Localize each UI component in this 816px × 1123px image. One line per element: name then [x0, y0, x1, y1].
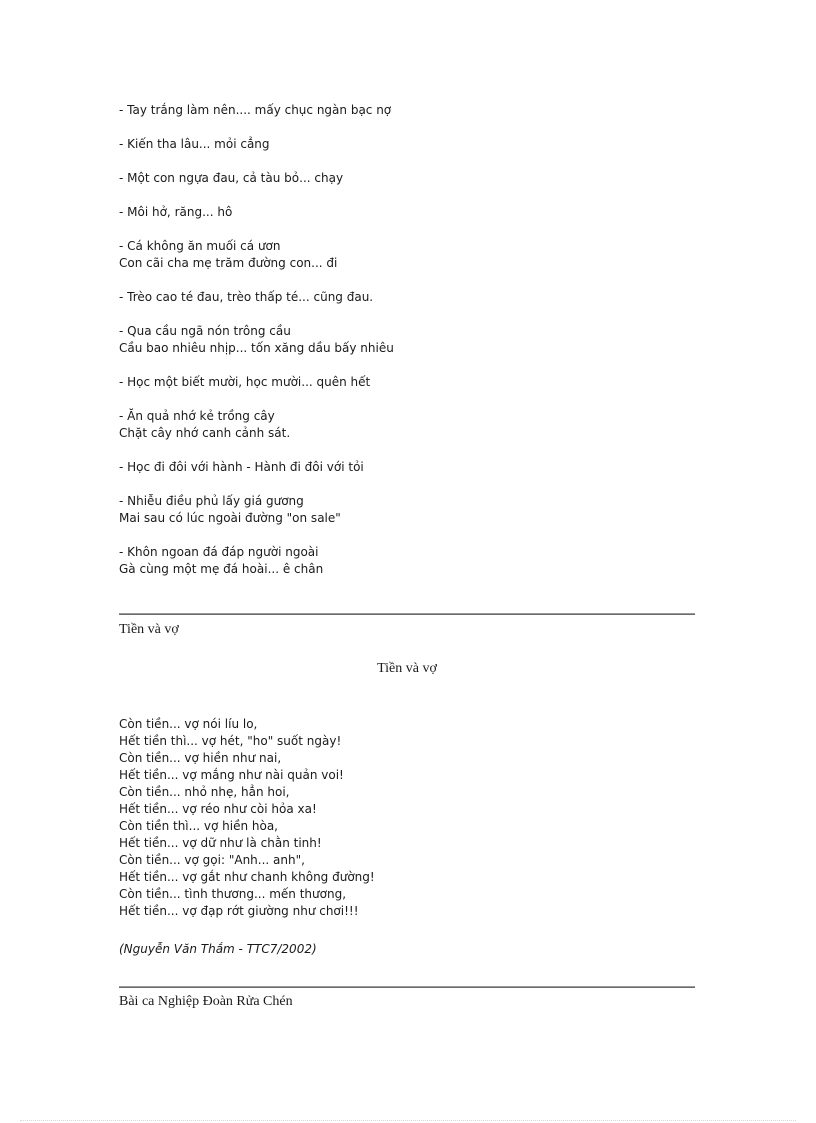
poem-line: Còn tiền... vợ gọi: "Anh... anh", — [119, 853, 305, 867]
poem — [119, 716, 679, 920]
proverb-line: Cầu bao nhiêu nhịp... tốn xăng dầu bấy nhiêu — [119, 341, 394, 355]
poem-title: Tiền và vợ — [377, 661, 437, 676]
proverb-line: Con cãi cha mẹ trăm đường con... đi — [119, 256, 338, 270]
horizontal-rule — [119, 986, 695, 988]
proverb-line: - Môi hở, răng... hô — [119, 205, 233, 219]
proverb-line: - Trèo cao té đau, trèo thấp té... cũng đau. — [119, 290, 374, 304]
proverb-line: - Qua cầu ngã nón trông cầu — [119, 324, 291, 338]
proverb-line: - Nhiễu điều phủ lấy giá gương — [119, 494, 304, 508]
poem-credit: (Nguyễn Văn Thắm - TTC7/2002) — [119, 942, 317, 956]
proverb — [119, 374, 679, 391]
section-label: Bài ca Nghiệp Đoàn Rửa Chén — [119, 994, 293, 1009]
poem-line: Còn tiền... tình thương... mến thương, — [119, 887, 347, 901]
poem-line: Hết tiền... vợ dữ như là chằn tinh! — [119, 836, 322, 850]
poem-line: Hết tiền... vợ mắng như nài quản voi! — [119, 768, 344, 782]
proverb-line: - Khôn ngoan đá đáp người ngoài — [119, 545, 319, 559]
proverb — [119, 289, 679, 306]
horizontal-rule — [119, 613, 695, 615]
page-bottom-border — [20, 1120, 796, 1121]
proverb-line: - Cá không ăn muối cá ươn — [119, 239, 281, 253]
proverb-line: - Học một biết mười, học mười... quên hết — [119, 375, 371, 389]
poem-line: Còn tiền... vợ nói líu lo, — [119, 717, 258, 731]
poem-line: Hết tiền... vợ gắt như chanh không đường! — [119, 870, 375, 884]
proverb-line: - Tay trắng làm nên.... mấy chục ngàn bạc nợ — [119, 103, 392, 117]
proverb-line: - Kiến tha lâu... mỏi cẳng — [119, 137, 270, 151]
proverb-line: Chặt cây nhớ canh cảnh sát. — [119, 426, 291, 440]
proverb-line: Gà cùng một mẹ đá hoài... ê chân — [119, 562, 324, 576]
proverb — [119, 323, 679, 357]
proverb — [119, 544, 679, 578]
proverb — [119, 238, 679, 272]
section-label: Tiền và vợ — [119, 622, 179, 637]
proverb — [119, 102, 679, 119]
poem-line: Hết tiền... vợ đạp rớt giường như chơi!!! — [119, 904, 359, 918]
proverb — [119, 493, 679, 527]
proverb-line: - Ăn quả nhớ kẻ trồng cây — [119, 409, 275, 423]
proverb — [119, 408, 679, 442]
poem-line: Hết tiền... vợ réo như còi hỏa xa! — [119, 802, 317, 816]
proverb-line: - Học đi đôi với hành - Hành đi đôi với tỏi — [119, 460, 364, 474]
poem-line: Hết tiền thì... vợ hét, "ho" suốt ngày! — [119, 734, 342, 748]
poem-line: Còn tiền... nhỏ nhẹ, hẳn hoi, — [119, 785, 290, 799]
proverb — [119, 459, 679, 476]
proverb — [119, 204, 679, 221]
proverb — [119, 136, 679, 153]
poem-line: Còn tiền thì... vợ hiền hòa, — [119, 819, 278, 833]
poem-line: Còn tiền... vợ hiền như nai, — [119, 751, 282, 765]
proverb-list — [119, 102, 679, 595]
proverb-line: Mai sau có lúc ngoài đường "on sale" — [119, 511, 341, 525]
proverb — [119, 170, 679, 187]
proverb-line: - Một con ngựa đau, cả tàu bỏ... chạy — [119, 171, 344, 185]
